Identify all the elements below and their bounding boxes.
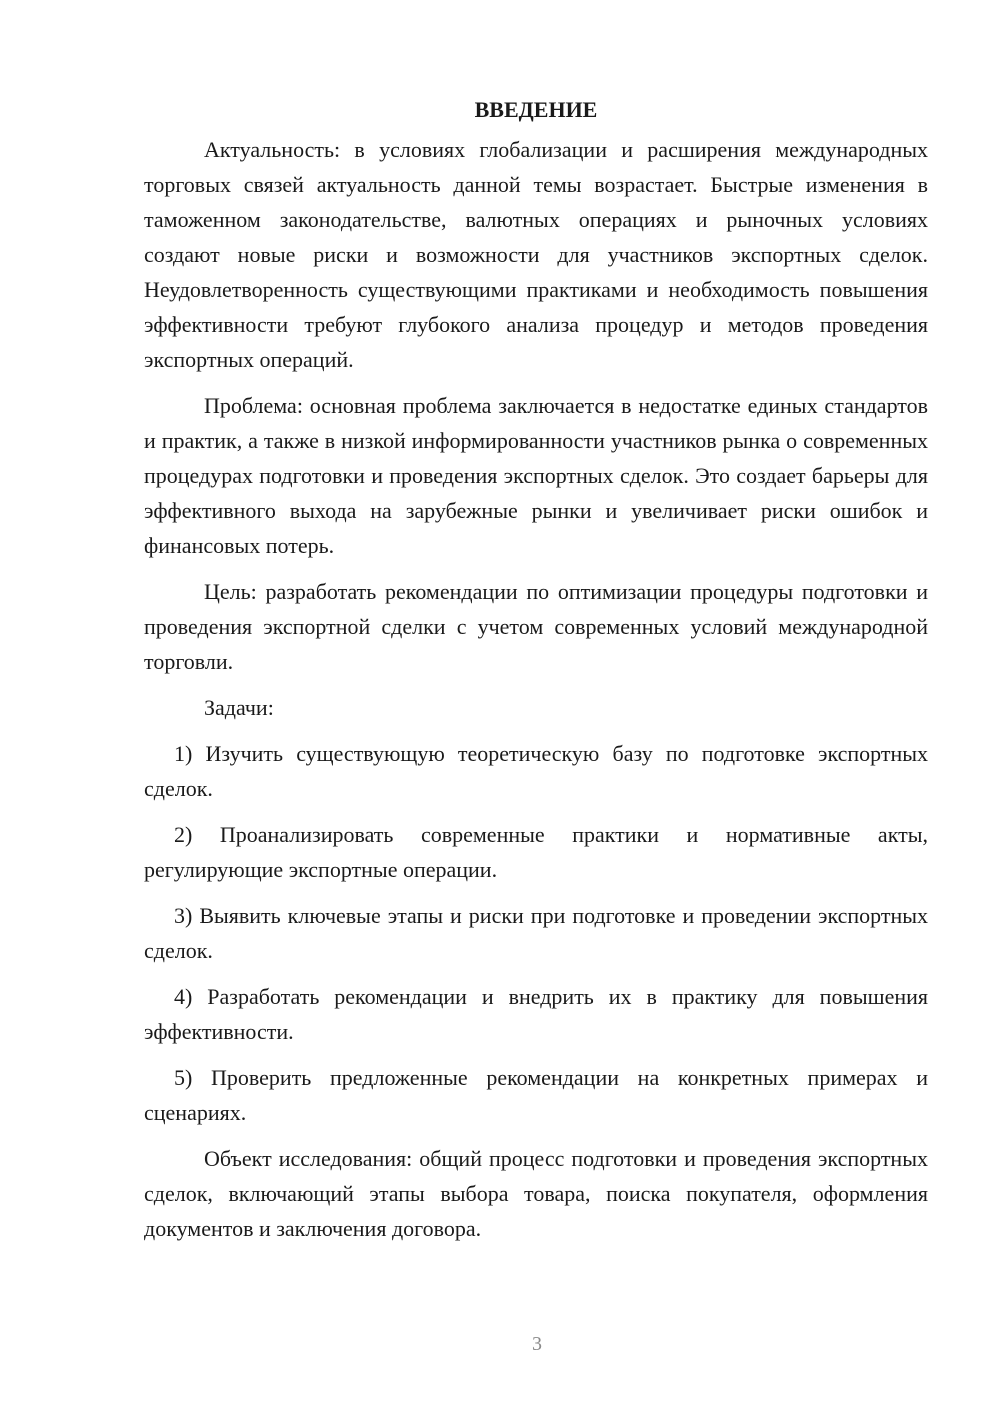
task-item-4: 4) Разработать рекомендации и внедрить их в практику для повышения эффективности.	[144, 984, 928, 1044]
paragraph-object: Объект исследования: общий процесс подготовки и проведения экспортных сделок, включающий этапы выбора товара, поиска покупателя, оформления документов и заключения договора.	[144, 1146, 928, 1241]
section-heading: ВВЕДЕНИЕ	[474, 97, 598, 122]
paragraph-goal: Цель: разработать рекомендации по оптимизации процедуры подготовки и проведения экспортной сделки с учетом современных условий международной торговли.	[144, 579, 928, 674]
tasks-label: Задачи:	[204, 695, 274, 720]
paragraph-relevance: Актуальность: в условиях глобализации и расширения международных торговых связей актуальность данной темы возрастает. Быстрые изменения в таможенном законодательстве, валютных операциях и рыночных условиях создают новые риски и возможности для участников экспортных сделок. Неудовлетворенность существующими практиками и необходимость повышения эффективности требуют глубокого анализа процедур и методов проведения экспортных операций.	[144, 137, 928, 372]
task-item-3: 3) Выявить ключевые этапы и риски при подготовке и проведении экспортных сделок.	[144, 903, 928, 963]
task-item-5: 5) Проверить предложенные рекомендации на конкретных примерах и сценариях.	[144, 1065, 928, 1125]
task-item-1: 1) Изучить существующую теоретическую базу по подготовке экспортных сделок.	[144, 741, 928, 801]
document-page	[144, 92, 928, 1257]
page-number: 3	[532, 1333, 542, 1355]
task-item-2: 2) Проанализировать современные практики и нормативные акты, регулирующие экспортные операции.	[144, 822, 928, 882]
paragraph-problem: Проблема: основная проблема заключается в недостатке единых стандартов и практик, а также в низкой информированности участников рынка о современных процедурах подготовки и проведения экспортных сделок. Это создает барьеры для эффективного выхода на зарубежные рынки и увеличивает риски ошибок и финансовых потерь.	[144, 393, 928, 558]
